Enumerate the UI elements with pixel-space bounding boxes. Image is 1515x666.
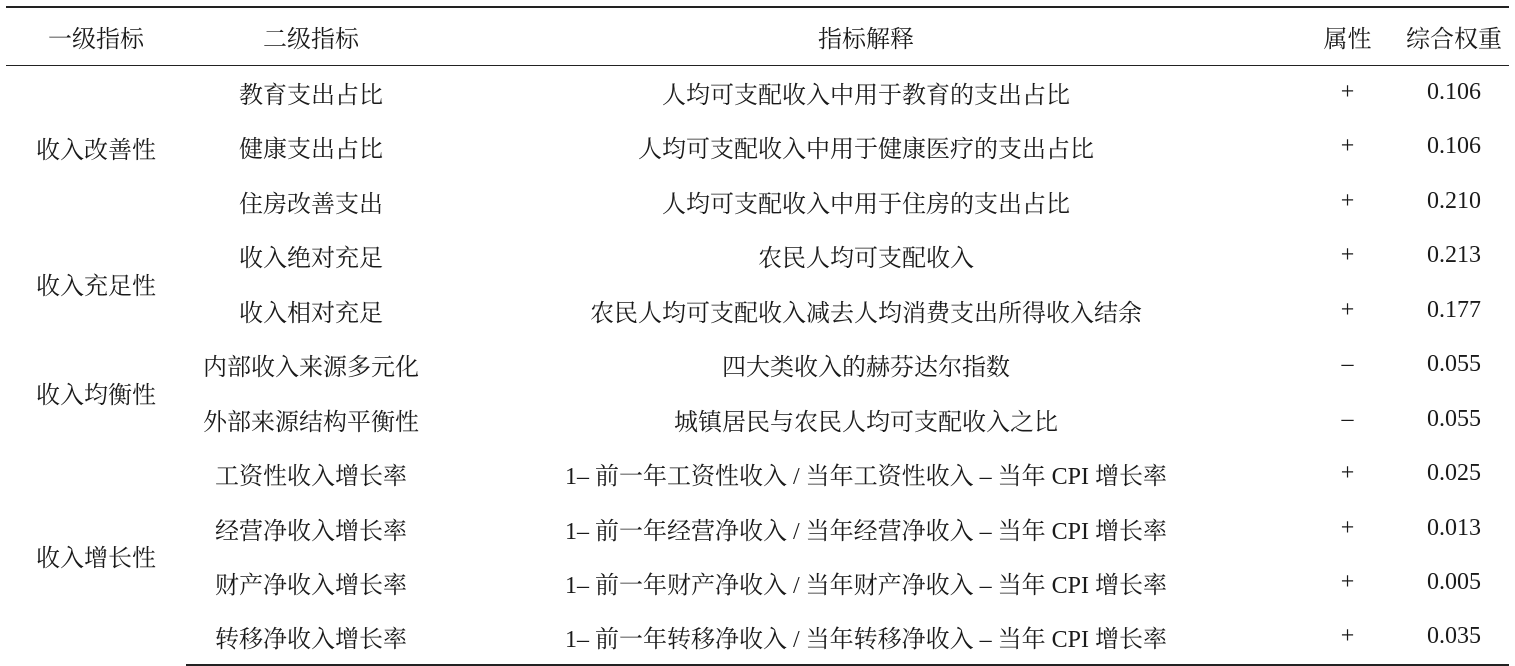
table-row: [6, 229, 1509, 284]
attribute-cell: +: [1340, 242, 1355, 269]
explanation-cell: 人均可支配收入中用于教育的支出占比: [662, 83, 1070, 109]
table-row: [6, 120, 1509, 175]
weight-cell: 0.035: [1399, 610, 1509, 665]
table-row: [6, 338, 1509, 393]
level2-indicator-cell: 健康支出占比: [239, 135, 383, 164]
table-header: [6, 7, 1509, 65]
table-row: [6, 447, 1509, 502]
table-row: [6, 556, 1509, 611]
explanation-cell: 1– 前一年财产净收入 / 当年财产净收入 – 当年 CPI 增长率: [564, 573, 1167, 600]
table-row: [6, 392, 1509, 447]
level2-indicator-cell: 经营净收入增长率: [215, 516, 407, 545]
level2-indicator-cell: 教育支出占比: [239, 81, 383, 109]
attribute-cell: –: [1341, 405, 1354, 432]
weight-cell: 0.213: [1427, 242, 1481, 269]
weight-cell: 0.106: [1427, 133, 1481, 160]
attribute-cell: +: [1340, 569, 1355, 596]
level2-indicator-cell: 转移净收入增长率: [186, 610, 436, 665]
attribute-cell: +: [1340, 187, 1355, 214]
table-row: [6, 174, 1509, 229]
table-row: [6, 283, 1509, 338]
level1-indicator-cell: 收入充足性: [36, 271, 156, 300]
attribute-cell: +: [1340, 460, 1355, 487]
header-level2: 二级指标: [186, 7, 436, 65]
weight-cell: 0.177: [1427, 296, 1481, 323]
explanation-cell: 1– 前一年转移净收入 / 当年转移净收入 – 当年 CPI 增长率: [436, 610, 1296, 665]
level2-indicator-cell: 工资性收入增长率: [215, 462, 407, 491]
level1-indicator-cell: 收入改善性: [36, 135, 156, 164]
attribute-cell: +: [1340, 296, 1355, 323]
indicator-table-container: [6, 6, 1509, 666]
explanation-cell: 1– 前一年经营净收入 / 当年经营净收入 – 当年 CPI 增长率: [564, 518, 1167, 545]
explanation-cell: 1– 前一年工资性收入 / 当年工资性收入 – 当年 CPI 增长率: [564, 464, 1167, 491]
level2-indicator-cell: 住房改善支出: [239, 189, 383, 218]
header-row: [6, 7, 1509, 65]
attribute-cell: –: [1341, 351, 1354, 378]
explanation-cell: 四大类收入的赫芬达尔指数: [722, 355, 1010, 382]
attribute-cell: +: [1340, 133, 1355, 160]
level2-indicator-cell: 收入绝对充足: [239, 244, 383, 273]
weight-cell: 0.013: [1427, 514, 1481, 541]
header-attribute: 属性: [1296, 7, 1399, 65]
header-weight: 综合权重: [1399, 7, 1509, 65]
weight-cell: 0.210: [1427, 187, 1481, 214]
indicator-table: [6, 6, 1509, 666]
explanation-cell: 农民人均可支配收入减去人均消费支出所得收入结余: [590, 300, 1142, 327]
attribute-cell: +: [1296, 610, 1399, 665]
explanation-cell: 人均可支配收入中用于住房的支出占比: [662, 191, 1070, 218]
table-row: [6, 610, 1509, 665]
weight-cell: 0.106: [1427, 79, 1481, 105]
level2-indicator-cell: 收入相对充足: [239, 298, 383, 327]
table-body: [6, 65, 1509, 665]
attribute-cell: +: [1340, 79, 1355, 105]
table-row: [6, 65, 1509, 120]
level1-indicator-cell: 收入均衡性: [36, 380, 156, 409]
weight-cell: 0.025: [1427, 460, 1481, 487]
weight-cell: 0.005: [1427, 569, 1481, 596]
level2-indicator-cell: 内部收入来源多元化: [203, 353, 419, 382]
weight-cell: 0.055: [1427, 351, 1481, 378]
level2-indicator-cell: 财产净收入增长率: [215, 571, 407, 600]
attribute-cell: +: [1340, 514, 1355, 541]
header-level1: 一级指标: [6, 7, 186, 65]
header-explanation: 指标解释: [436, 7, 1296, 65]
table-row: [6, 501, 1509, 556]
explanation-cell: 城镇居民与农民人均可支配收入之比: [674, 409, 1058, 436]
explanation-cell: 人均可支配收入中用于健康医疗的支出占比: [638, 137, 1094, 164]
level2-indicator-cell: 外部来源结构平衡性: [203, 407, 419, 436]
weight-cell: 0.055: [1427, 405, 1481, 432]
level1-indicator-cell: 收入增长性: [36, 544, 156, 572]
explanation-cell: 农民人均可支配收入: [758, 246, 974, 273]
